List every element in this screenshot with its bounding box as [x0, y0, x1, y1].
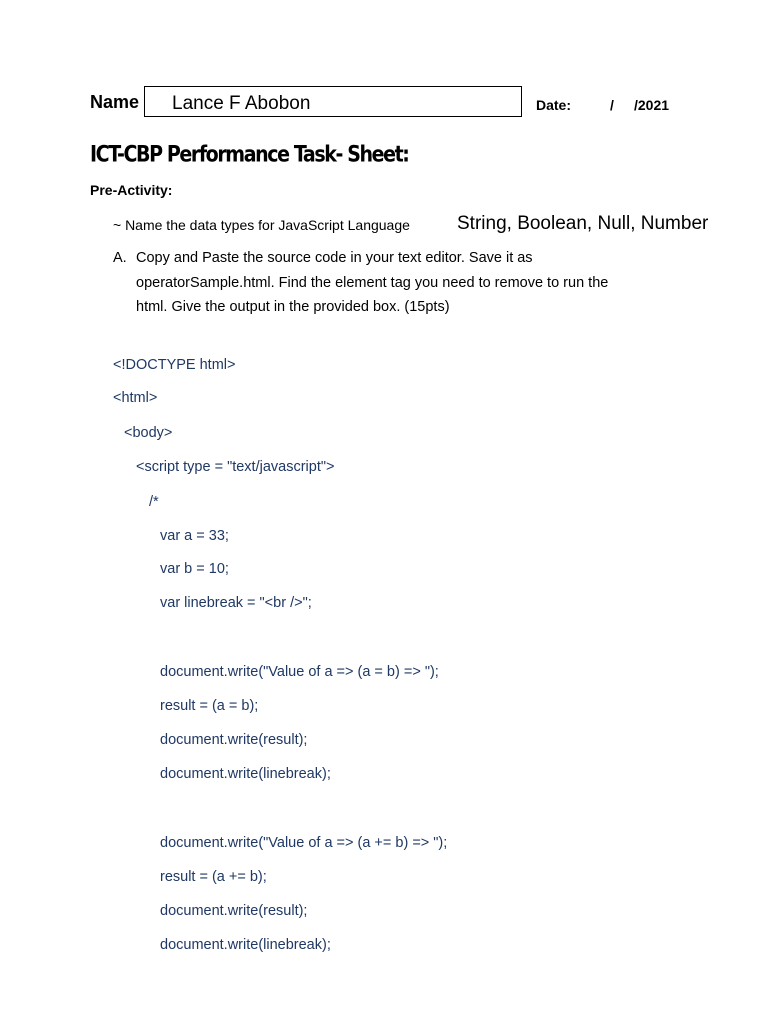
code-line: document.write("Value of a => (a = b) => "); — [160, 664, 439, 680]
code-line: var linebreak = "<br />"; — [160, 595, 312, 611]
data-types-question: ~ Name the data types for JavaScript Language — [113, 217, 410, 233]
name-value: Lance F Abobon — [172, 93, 311, 114]
date-label: Date: — [536, 97, 572, 113]
code-line: document.write(linebreak); — [160, 766, 331, 782]
name-label: Name — [90, 92, 140, 112]
code-line: document.write(linebreak); — [160, 937, 331, 953]
code-line: <!DOCTYPE html> — [113, 357, 236, 373]
page-title: ICT-CBP Performance Task- Sheet: — [90, 142, 409, 168]
code-line: <script type = "text/javascript"> — [136, 459, 335, 475]
code-line: document.write(result); — [160, 903, 308, 919]
task-a-line: html. Give the output in the provided box. (15pts) — [136, 299, 450, 315]
date-separator: / — [610, 97, 614, 113]
code-line: <html> — [113, 390, 158, 406]
code-line: var b = 10; — [160, 561, 229, 577]
task-a-line: Copy and Paste the source code in your text editor. Save it as — [136, 250, 533, 266]
pre-activity-heading: Pre-Activity: — [90, 182, 173, 198]
task-a-line: operatorSample.html. Find the element tag you need to remove to run the — [136, 275, 609, 291]
date-year: /2021 — [634, 97, 670, 113]
code-line: result = (a = b); — [160, 698, 259, 714]
code-line: document.write(result); — [160, 732, 308, 748]
code-line: var a = 33; — [160, 528, 229, 544]
code-line: /* — [149, 494, 159, 510]
code-line: <body> — [124, 425, 173, 441]
task-a-letter: A. — [113, 250, 127, 266]
data-types-answer: String, Boolean, Null, Number — [457, 213, 709, 234]
code-line: document.write("Value of a => (a += b) => "); — [160, 835, 448, 851]
code-line: result = (a += b); — [160, 869, 267, 885]
